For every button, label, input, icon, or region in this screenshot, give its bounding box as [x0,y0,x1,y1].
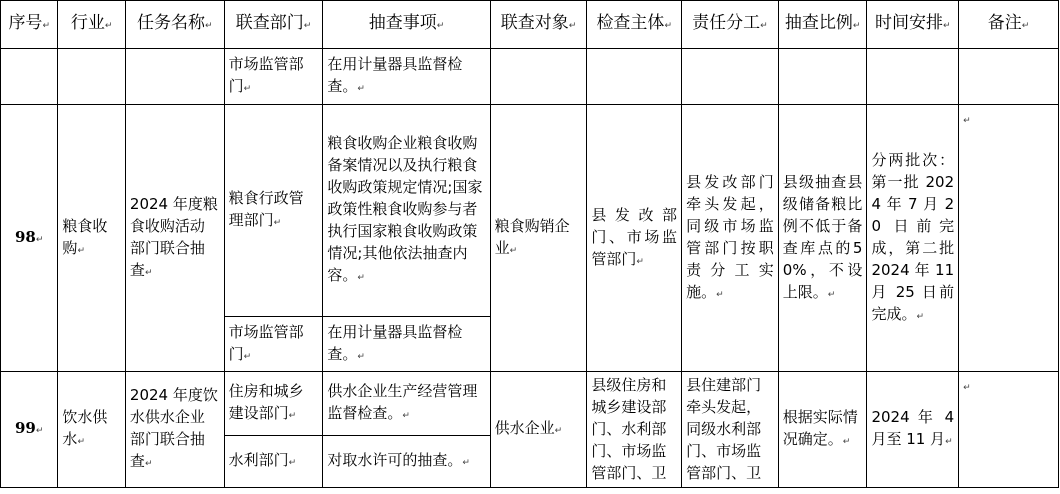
table-cell [867,49,959,105]
note-cell: ↵ [959,105,1059,372]
table-row [1,49,1059,105]
time-cell: 2024 年 4 月至 11 月↵ [867,372,959,488]
table-row [1,372,1059,436]
dept-cell: 住房和城乡建设部门↵ [224,372,323,436]
header-row [1,1,1059,49]
item-cell: 粮食收购企业粮食收购备案情况以及执行粮食收购政策规定情况;国家政策性粮食收购参与者执行国家粮食收购政策情况;其他依法抽查内容。↵ [323,105,490,317]
table-cell [587,49,682,105]
task-name-cell: 2024 年度饮水供水企业部门联合抽查↵ [125,372,224,488]
ratio-cell: 县级抽查县级储备粮比例不低于备查库点的50%，不设上限。↵ [778,105,867,372]
dept-cell: 水利部门↵ [224,436,323,488]
header-cell: 抽查事项↵ [323,1,490,49]
table-cell: 在用计量器具监督检查。↵ [323,49,490,105]
industry-cell: 粮食收购↵ [58,105,126,372]
table-cell [682,49,779,105]
header-cell: 时间安排↵ [867,1,959,49]
time-cell: 分两批次：第一批 2024 年 7 月 20 日前完成，第二批 2024 年 11 月 25 日前完成。↵ [867,105,959,372]
subject-cell: 县发改部门、市场监管部门↵ [587,105,682,372]
item-cell: 供水企业生产经营管理监督检查。↵ [323,372,490,436]
item-cell: 对取水许可的抽查。↵ [323,436,490,488]
table-cell [959,49,1059,105]
industry-cell: 饮水供水↵ [58,372,126,488]
target-cell: 供水企业↵ [490,372,587,488]
row-number: 98↵ [1,105,58,372]
table-row [1,105,1059,317]
duty-cell: 县发改部门牵头发起，同级市场监管部门按职责分工实施。↵ [682,105,779,372]
duty-cell: 县住建部门牵头发起，同级水利部门、市场监管部门、卫 [682,372,779,488]
subject-cell: 县级住房和城乡建设部门、水利部门、市场监管部门、卫 [587,372,682,488]
header-cell: 检查主体↵ [587,1,682,49]
target-cell: 粮食购销企业↵ [490,105,587,372]
dept-cell: 粮食行政管理部门↵ [224,105,323,317]
header-cell: 联查部门↵ [224,1,323,49]
header-cell: 联查对象↵ [490,1,587,49]
ratio-cell: 根据实际情况确定。↵ [778,372,867,488]
table-cell [490,49,587,105]
task-name-cell: 2024 年度粮食收购活动部门联合抽查↵ [125,105,224,372]
note-cell: ↵ [959,372,1059,488]
table-cell [125,49,224,105]
table-cell [778,49,867,105]
header-cell: 抽查比例↵ [778,1,867,49]
item-cell: 在用计量器具监督检查。↵ [323,317,490,372]
dept-cell: 市场监管部门↵ [224,317,323,372]
header-cell: 行业↵ [58,1,126,49]
table-cell: 市场监管部门↵ [224,49,323,105]
table-cell [1,49,58,105]
header-cell: 备注↵ [959,1,1059,49]
header-cell: 任务名称↵ [125,1,224,49]
row-number: 99↵ [1,372,58,488]
header-cell: 序号↵ [1,1,58,49]
table-cell [58,49,126,105]
header-cell: 责任分工↵ [682,1,779,49]
